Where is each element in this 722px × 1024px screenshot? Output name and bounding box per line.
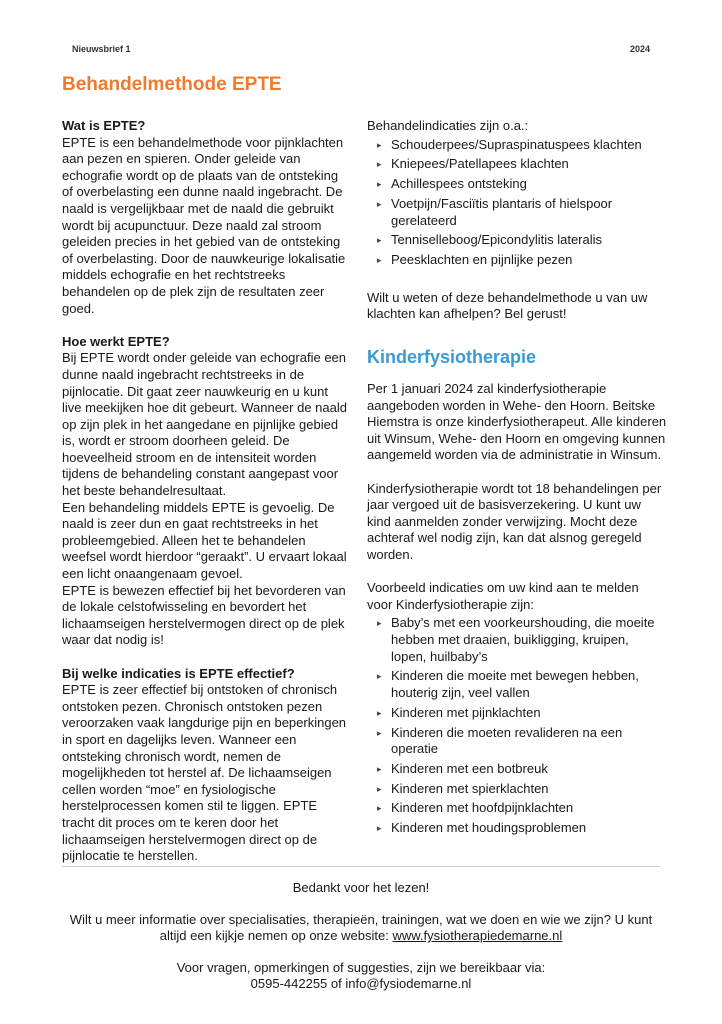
list-item: ▸ Tenniselleboog/Epicondylitis lateralis (391, 232, 667, 249)
kinder-intro: Voorbeeld indicaties om uw kind aan te melden voor Kinderfysiotherapie zijn: (367, 580, 639, 612)
indications-intro: Behandelindicaties zijn o.a.: (367, 118, 529, 133)
kinder-paragraph-1: Per 1 januari 2024 zal kinderfysiotherapie aangeboden worden in Wehe- den Hoorn. Beitske Hiemstra is onze kinderfysiotherapeut. Alle kinderen uit Winsum, Wehe- den Hoorn en omgeving kunnen aangemeld worden via de administratie in Winsum. (367, 381, 667, 463)
kinder-paragraph-2: Kinderfysiotherapie wordt tot 18 behandelingen per jaar vergoed uit de basisverzekering. U kunt uw kind aanmelden zonder verwijzing. Mocht deze achteraf wel nodig zijn, kan dat alsnog geregeld worden. (367, 480, 662, 562)
list-item: ▸ Kinderen die moeten revalideren na een operatie (391, 725, 667, 758)
list-item: ▸ Peesklachten en pijnlijke pezen (391, 252, 667, 269)
list-item: ▸ Kinderen met spierklachten (391, 781, 667, 798)
indications-list (367, 137, 667, 269)
list-item: ▸ Kinderen die moeite met bewegen hebben, houterig zijn, veel vallen (391, 668, 667, 701)
phone-number: 0595-442255 (250, 976, 328, 992)
list-item: ▸ Achillespees ontsteking (391, 176, 667, 193)
email-address[interactable]: info@fysiodemarne.nl (345, 976, 472, 992)
list-item: ▸ Baby’s met een voorkeurshouding, die moeite hebben met draaien, buikligging, kruipen, lopen, huilbaby’s (391, 615, 667, 665)
how-text-3: EPTE is bewezen effectief bij het bevorderen van de lokale celstofwisseling en bevordert het lichaamseigen herstelvermogen direct op de plek waar dat nodig is! (62, 582, 346, 648)
or-text: of (330, 976, 342, 992)
header-year: 2024 (629, 44, 650, 54)
how-text-2: Een behandeling middels EPTE is gevoelig. De naald is zeer dun en gaat rechtstreeks in het probleemgebied. Alleen het te behandelen weefsel wordt hierdoor “geraakt”. U ervaart lokaal een licht onaangenaam gevoel. (62, 499, 347, 582)
indications-text: EPTE is zeer effectief bij ontstoken of chronisch ontstoken pezen. Chronisch ontstoken pezen veroorzaken vaak langdurige pijn en beperkingen in sport en dagelijks leven. Wanneer een ontsteking chronisch wordt, nemen de mogelijkheden tot herstel af. De lichaamseigen cellen worden “moe” en fysiologische herstelprocessen komen stil te liggen. EPTE tracht dit proces om te keren door het lichaamseigen herstelvermogen direct op de pijnlocatie te herstellen. (62, 682, 347, 864)
list-item: ▸ Voetpijn/Fasciïtis plantaris of hielspoor gerelateerd (391, 196, 667, 229)
kinder-title: Kinderfysiotherapie (367, 347, 537, 368)
website-link[interactable]: www.fysiotherapiedemarne.nl (392, 928, 563, 944)
question-text: Wilt u weten of deze behandelmethode u van uw klachten kan afhelpen? Bel gerust! (367, 289, 648, 322)
how-text-1: Bij EPTE wordt onder geleide van echografie een dunne naald ingebracht rechtstreeks in de pijnlocatie. Dit gaat zeer nauwkeurig en u kunt live meekijken hoe dit gebeurt. Wanneer de naald op zijn plek in het aangedane en pijnlijke gebied is, wordt er stroom doorheen geleid. De hoeveelheid stroom en de intensiteit worden tijdens de behandeling constant aangepast voor het beste behandelresultaat. (62, 350, 347, 499)
list-item: ▸ Schouderpees/Supraspinatuspees klachten (391, 137, 667, 154)
list-item: ▸ Kinderen met pijnklachten (391, 705, 667, 722)
right-column (367, 118, 667, 840)
list-item: ▸ Kinderen met een botbreuk (391, 761, 667, 778)
footer-divider (62, 866, 660, 867)
what-text: EPTE is een behandelmethode voor pijnklachten aan pezen en spieren. Onder geleide van echografie wordt op de plaats van de ontsteking of overbelasting een dunne naald ingebracht. De naald is vergelijkbaar met de naald die gebruikt wordt bij acupunctuur. Deze naald zal stroom geleiden precies in het gebied van de ontsteking of overbelasting. Door de nauwkeurige lokalisatie middels echografie en het rechtstreeks behandelen op de plek zijn de resultaten zeer goed. (62, 134, 346, 316)
contact-details (62, 976, 660, 993)
info-text (62, 912, 660, 945)
footer (62, 880, 660, 993)
header-left: Nieuwsbrief 1 (72, 44, 131, 54)
indications-heading: Bij welke indicaties is EPTE effectief? (62, 665, 295, 681)
list-item: ▸ Kinderen met hoofdpijnklachten (391, 800, 667, 817)
kinder-list (367, 615, 667, 836)
page-title: Behandelmethode EPTE (62, 74, 282, 95)
list-item: ▸ Kniepees/Patellapees klachten (391, 156, 667, 173)
left-column (62, 118, 347, 865)
how-heading: Hoe werkt EPTE? (62, 333, 170, 349)
list-item: ▸ Kinderen met houdingsproblemen (391, 820, 667, 837)
info-sentence: Wilt u meer informatie over specialisaties, therapieën, trainingen, wat we doen en wie we zijn? U kunt altijd een kijkje nemen op onze website: (69, 911, 653, 944)
thanks-text: Bedankt voor het lezen! (292, 880, 430, 895)
what-heading: Wat is EPTE? (62, 118, 146, 133)
contact-text: Voor vragen, opmerkingen of suggesties, zijn we bereikbaar via: (176, 959, 546, 975)
